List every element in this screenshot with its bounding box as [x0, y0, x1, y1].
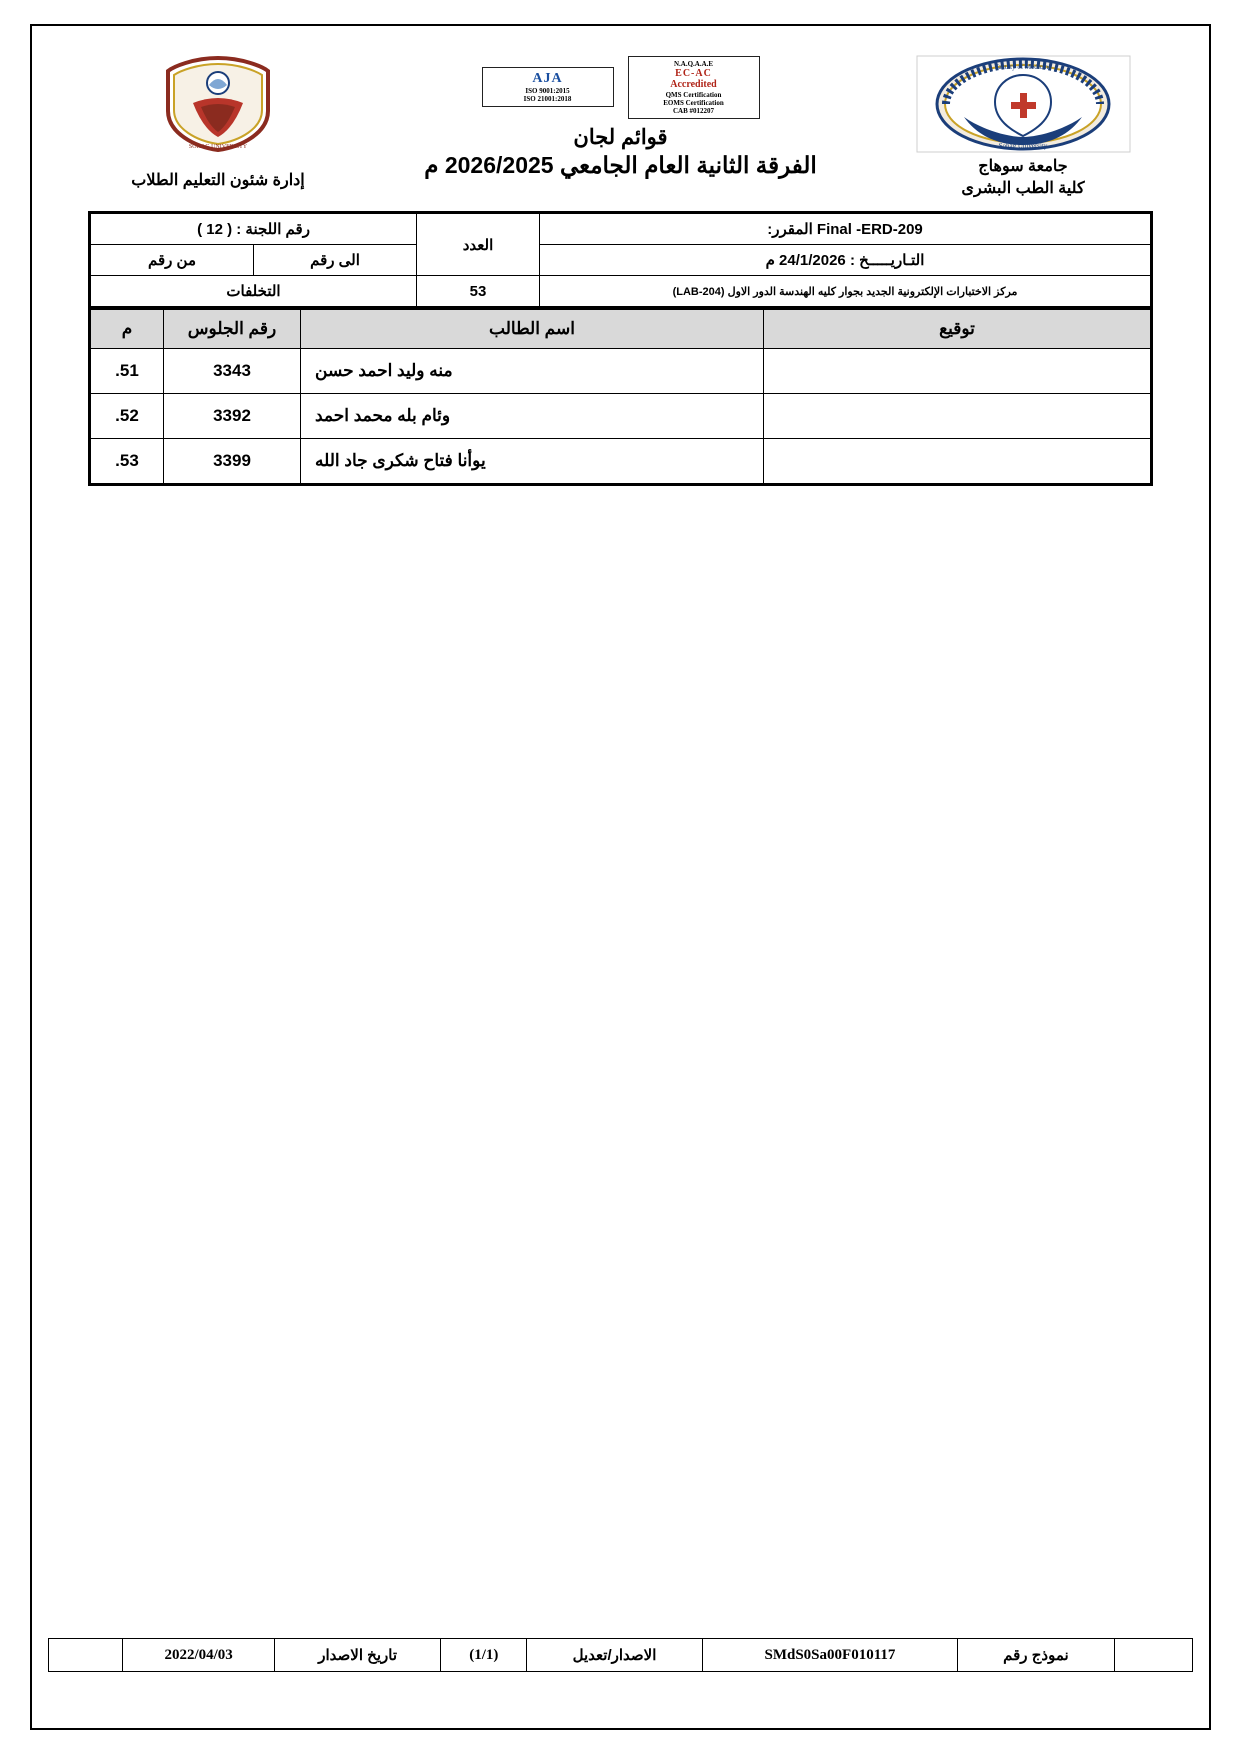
- row-signature[interactable]: [764, 439, 1152, 485]
- university-logo-block: [88, 54, 348, 190]
- footer-spacer-left: [49, 1639, 123, 1672]
- course-cell: [540, 213, 1152, 245]
- footer-issue-date-value: 2022/04/03: [123, 1639, 275, 1672]
- date-value: 24/1/2026 م: [765, 252, 846, 270]
- failures-label-cell: التخلفات: [90, 276, 417, 308]
- row-student-name: يوأنا فتاح شكرى جاد الله: [301, 439, 764, 485]
- footer-table: [48, 1638, 1193, 1672]
- naqaae-line1: QMS Certification: [665, 90, 722, 99]
- footer-row: [49, 1639, 1193, 1672]
- document-header: [88, 54, 1153, 199]
- footer-form-no-label: نموذج رقم: [958, 1639, 1114, 1672]
- sohag-university-logo: [106, 54, 331, 154]
- footer-spacer-right: [1114, 1639, 1192, 1672]
- university-name: [893, 156, 1153, 199]
- naqaae-accreditation-badge: [628, 56, 760, 119]
- title-line-1: قوائم لجان: [573, 125, 668, 149]
- header-signature: توقيع: [764, 310, 1152, 349]
- footer-revision-value: (1/1): [441, 1639, 527, 1672]
- university-name-line2: كلية الطب البشرى: [961, 179, 1085, 197]
- naqaae-sub-label: Accredited: [670, 79, 717, 91]
- header-seat-number: رقم الجلوس: [164, 310, 301, 349]
- info-row-3: [90, 276, 1152, 308]
- document-footer: [48, 1638, 1193, 1672]
- row-index: 52.: [90, 394, 164, 439]
- table-row: [90, 349, 1152, 394]
- faculty-medicine-logo: [911, 54, 1136, 154]
- naqaae-line2: EOMS Certification: [663, 98, 724, 107]
- row-seat-number: 3399: [164, 439, 301, 485]
- count-value-cell: 53: [417, 276, 540, 308]
- footer-issue-date-label: تاريخ الاصدار: [275, 1639, 441, 1672]
- aja-line2: ISO 21001:2018: [523, 95, 572, 104]
- university-name-line1: جامعة سوهاج: [978, 158, 1068, 175]
- venue-cell: مركز الاختبارات الإلكترونية الجديد بجوار كليه الهندسة الدور الاول (LAB-204): [540, 276, 1152, 308]
- students-table-body: [90, 349, 1152, 485]
- exam-info-table: [88, 211, 1153, 309]
- row-student-name: وئام بله محمد احمد: [301, 394, 764, 439]
- date-cell: [540, 245, 1152, 276]
- department-name: إدارة شئون التعليم الطلاب: [131, 172, 305, 189]
- naqaae-line3: CAB #012207: [672, 106, 715, 115]
- course-label: المقرر:: [767, 221, 813, 239]
- course-value: Final -ERD-209: [816, 221, 923, 239]
- title-line-2: الفرقة الثانية العام الجامعي 2026/2025 م: [424, 151, 817, 178]
- table-row: [90, 439, 1152, 485]
- svg-text:Faculty of Medicine: Faculty of Medicine: [994, 63, 1051, 71]
- footer-form-no-value: SMdS0Sa00F010117: [702, 1639, 958, 1672]
- aja-certification-badge: [482, 67, 614, 107]
- naqaae-top-line: N.A.Q.A.A.E: [673, 60, 714, 68]
- faculty-logo-block: [893, 54, 1153, 199]
- aja-line1: ISO 9001:2015: [525, 87, 570, 96]
- row-index: 53.: [90, 439, 164, 485]
- header-center: [358, 54, 883, 179]
- row-index: 51.: [90, 349, 164, 394]
- count-label-cell: العدد: [417, 213, 540, 276]
- row-signature[interactable]: [764, 349, 1152, 394]
- to-number-label: الى رقم: [254, 245, 417, 276]
- svg-text:SOHAG UNIVERSITY: SOHAG UNIVERSITY: [188, 144, 248, 150]
- committee-number-cell: رقم اللجنة : ( 12 ): [90, 213, 417, 245]
- header-index: م: [90, 310, 164, 349]
- from-number-label: من رقم: [90, 245, 254, 276]
- faculty-crest-icon: [916, 55, 1131, 153]
- row-seat-number: 3343: [164, 349, 301, 394]
- info-row-2: [90, 245, 1152, 276]
- students-header-row: [90, 310, 1152, 349]
- row-seat-number: 3392: [164, 394, 301, 439]
- students-table: [88, 309, 1153, 486]
- document-title: [358, 125, 883, 179]
- naqaae-main-label: EC-AC: [675, 68, 712, 80]
- row-signature[interactable]: [764, 394, 1152, 439]
- svg-text:Sohag University: Sohag University: [998, 142, 1047, 150]
- university-crest-icon: [143, 55, 293, 153]
- info-row-1: [90, 213, 1152, 245]
- accreditation-row: [358, 56, 883, 119]
- date-label: التـاريـــــخ :: [849, 252, 925, 270]
- page-content: [88, 54, 1153, 486]
- table-row: [90, 394, 1152, 439]
- header-student-name: اسم الطالب: [301, 310, 764, 349]
- aja-main-label: AJA: [532, 71, 563, 87]
- footer-revision-label: الاصدار/تعديل: [527, 1639, 702, 1672]
- students-table-head: [90, 310, 1152, 349]
- row-student-name: منه وليد احمد حسن: [301, 349, 764, 394]
